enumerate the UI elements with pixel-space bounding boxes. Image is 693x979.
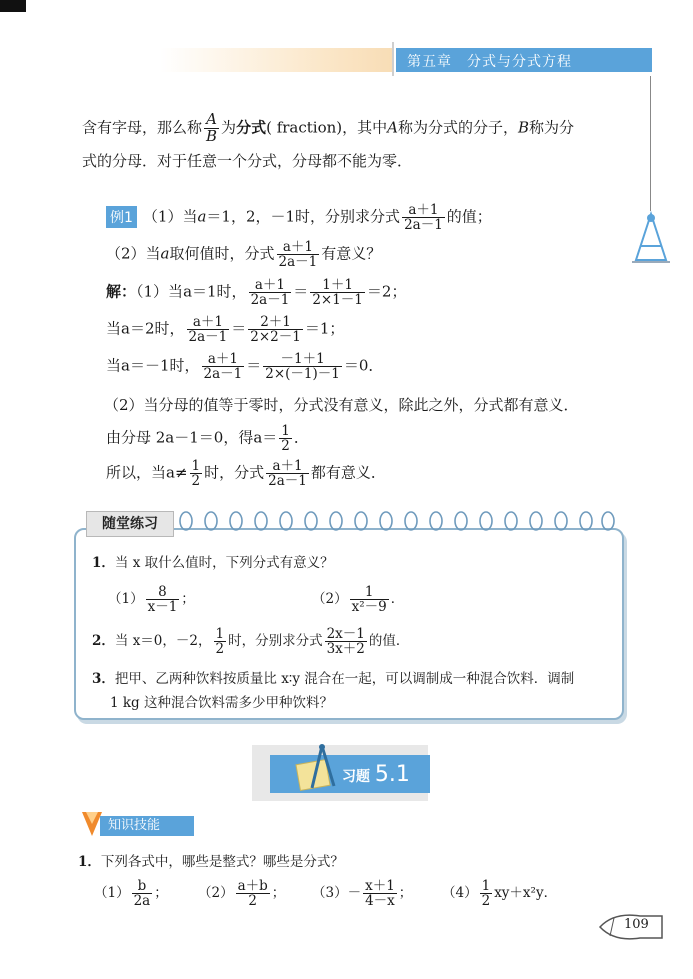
example-question-2: （2）当a取何值时，分式 $\frac{a+1}{2a-1}$ 有意义？ <box>106 239 382 271</box>
example-tag: 例1 <box>106 206 137 228</box>
skills-label: 知识技能 <box>100 816 194 836</box>
fraction-a-over-b: $\frac{A}{B}$ <box>206 110 218 145</box>
header-decoration <box>160 48 392 72</box>
solution-line-2: 当a＝2时， $\frac{a+1}{2a-1}$ ＝ $\frac{2+1}{2\times 2-1}$ ＝1； <box>106 314 345 346</box>
intro-text: 称为分式的分子， <box>397 118 518 137</box>
solution-line-6: 所以，当a≠ $\frac{1}{2}$ 时，分式 $\frac{a+1}{2a-1}$ 都有意义． <box>106 458 386 490</box>
corner-mark <box>0 0 26 12</box>
solution-line-5: 由分母 2a－1＝0，得a＝ $\frac{1}{2}$ ． <box>106 423 309 455</box>
solution-line-4: （2）当分母的值等于零时，分式没有意义，除此之外，分式都有意义． <box>104 396 579 414</box>
practice-item-3-cont: 1 kg 这种混合饮料需多少甲种饮料？ <box>110 695 333 711</box>
page-number: 109 <box>624 917 649 932</box>
solution-label: 解： <box>106 282 137 301</box>
practice-item-2: 2．当 x＝0，－2， $\frac{1}{2}$ 时，分别求分式 $\frac{2x-1}{3x+2}$ 的值． <box>92 626 410 658</box>
exercise-q1-a: （1） $\frac{b}{2a}$ ； <box>94 878 168 910</box>
intro-text: 为 <box>221 118 237 137</box>
practice-item-1: 1．当 x 取什么值时，下列分式有意义？ <box>92 555 334 571</box>
intro-line-2: 式的分母．对于任意一个分式，分母都不能为零． <box>82 152 413 170</box>
fraction: $\frac{a+1}{2a-1}$ <box>404 202 443 234</box>
solution-line-1: 解：（1）当a＝1时， $\frac{a+1}{2a-1}$ ＝ $\frac{1+1}{2\times 1-1}$ ＝2； <box>106 277 407 309</box>
exercise-q1-d: （4） $\frac{1}{2}$ xy＋x²y． <box>442 878 558 910</box>
exercise-q1: 1．下列各式中，哪些是整式？哪些是分式？ <box>78 854 344 870</box>
practice-item-1a: （1） $\frac{8}{x-1}$ ； <box>108 584 195 616</box>
solution-line-3: 当a＝－1时， $\frac{a+1}{2a-1}$ ＝ $\frac{-1+1}{2\times(-1)-1}$ ＝0． <box>106 351 384 383</box>
practice-item-3: 3．把甲、乙两种饮料按质量比 x∶y 混合在一起，可以调制成一种混合饮料．调制 <box>92 671 575 687</box>
term-fraction: 分式 <box>236 118 267 137</box>
intro-text: 含有字母，那么称 <box>82 118 203 137</box>
chapter-title: 第五章 分式与分式方程 <box>407 54 572 70</box>
margin-line <box>650 76 651 211</box>
compass-note-icon <box>294 742 344 796</box>
intro-line-1: 含有字母，那么称 $\frac{A}{B}$ 为分式( fraction)，其中A称为分式的分子，B称为分 <box>82 110 575 145</box>
compass-icon <box>630 210 672 266</box>
intro-text: 称为分 <box>529 118 575 137</box>
example-question-1: 例1 （1）当a＝1，2，－1时，分别求分式 $\frac{a+1}{2a-1}$ 的值； <box>106 203 492 232</box>
exercise-q1-c: （3）－ $\frac{x+1}{4-x}$ ； <box>312 878 413 910</box>
intro-text: ( fraction)，其中 <box>266 118 388 137</box>
exercise-q1-b: （2） $\frac{a+b}{2}$ ； <box>198 878 286 910</box>
header-divider <box>392 42 394 76</box>
practice-title: 随堂练习 <box>86 511 174 537</box>
practice-item-1b: （2） $\frac{1}{\text{x²－9}}$ ． <box>312 584 405 616</box>
fraction: $\frac{a+1}{2a-1}$ <box>278 239 318 271</box>
spiral-binding-icon <box>178 507 618 543</box>
exercise-label: 习题 5.1 <box>342 762 410 787</box>
